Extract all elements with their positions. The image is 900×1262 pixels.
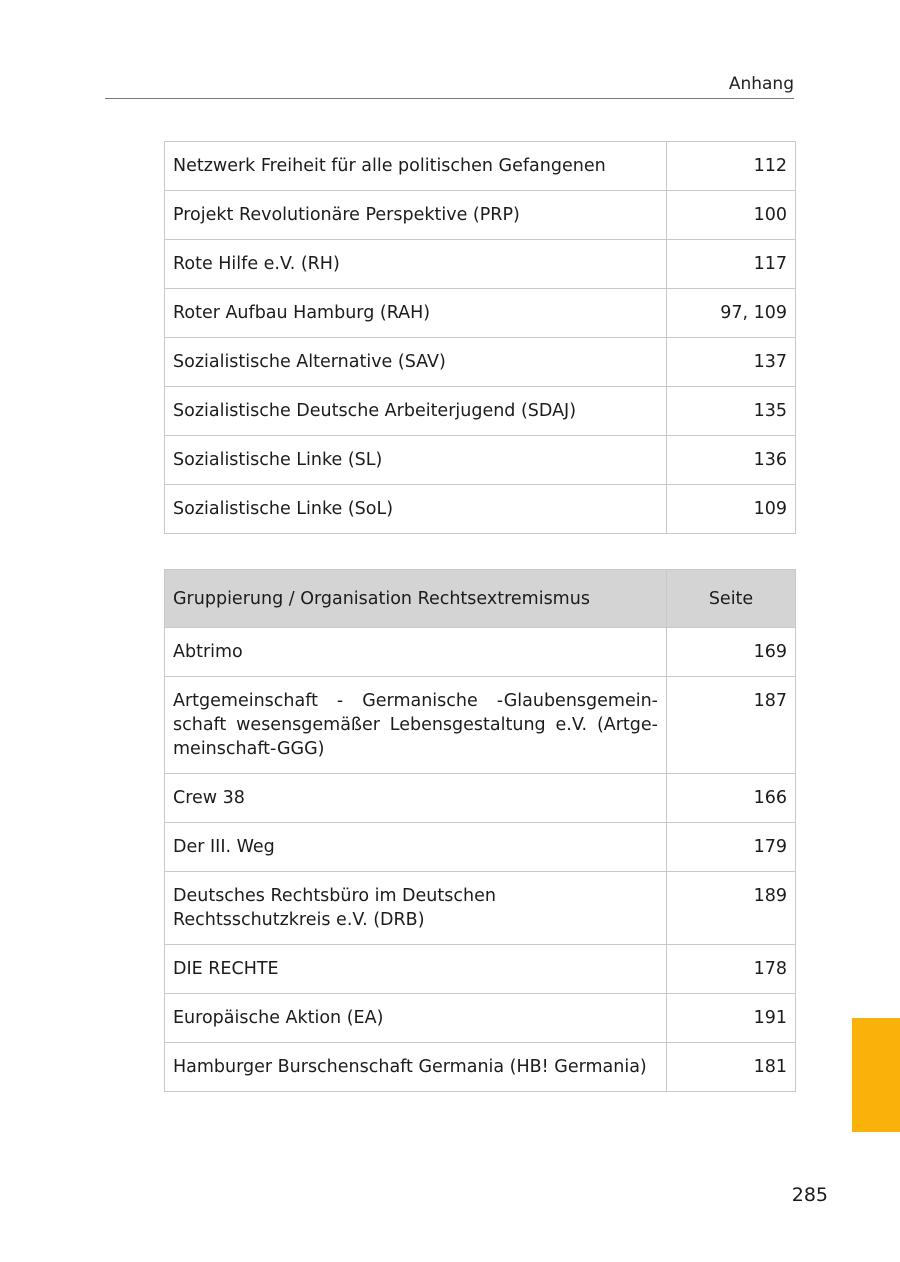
organization-name: Projekt Revolutionäre Perspektive (PRP) (165, 191, 667, 240)
table-row (165, 338, 796, 387)
page-reference: 117 (667, 240, 796, 289)
page-reference: 181 (667, 1043, 796, 1092)
page-reference: 178 (667, 945, 796, 994)
organization-name: Sozialistische Alternative (SAV) (165, 338, 667, 387)
page-reference: 179 (667, 823, 796, 872)
table-row (165, 823, 796, 872)
column-header-page: Seite (667, 570, 796, 628)
page-reference: 97, 109 (667, 289, 796, 338)
organization-name: DIE RECHTE (165, 945, 667, 994)
page-reference: 137 (667, 338, 796, 387)
table-header-row (165, 570, 796, 628)
page-reference: 166 (667, 774, 796, 823)
table-row (165, 1043, 796, 1092)
page-reference: 187 (667, 677, 796, 774)
page-reference: 112 (667, 142, 796, 191)
page-reference: 136 (667, 436, 796, 485)
column-header-organization: Gruppierung / Organisation Rechtsextremismus (165, 570, 667, 628)
organization-name: Deutsches Rechtsbüro im Deutschen Rechtsschutzkreis e.V. (DRB) (165, 872, 667, 945)
table-row (165, 945, 796, 994)
organization-index-table-right-extremism (164, 569, 796, 1092)
chapter-tab-marker (852, 1018, 900, 1132)
organization-name: Netzwerk Freiheit für alle politischen Gefangenen (165, 142, 667, 191)
organization-index-table-left (164, 141, 796, 534)
table-row (165, 994, 796, 1043)
organization-name: Sozialistische Linke (SL) (165, 436, 667, 485)
organization-name: Sozialistische Deutsche Arbeiterjugend (SDAJ) (165, 387, 667, 436)
table-row (165, 485, 796, 534)
page-reference: 135 (667, 387, 796, 436)
organization-name: Rote Hilfe e.V. (RH) (165, 240, 667, 289)
organization-name: Roter Aufbau Hamburg (RAH) (165, 289, 667, 338)
table-row (165, 289, 796, 338)
page-reference: 169 (667, 628, 796, 677)
table-row (165, 774, 796, 823)
table-row (165, 436, 796, 485)
table-row (165, 387, 796, 436)
page-number: 285 (791, 1184, 828, 1206)
table-row (165, 240, 796, 289)
page-reference: 109 (667, 485, 796, 534)
organization-name: Crew 38 (165, 774, 667, 823)
table-row (165, 628, 796, 677)
page-reference: 189 (667, 872, 796, 945)
organization-name: Abtrimo (165, 628, 667, 677)
organization-name: Sozialistische Linke (SoL) (165, 485, 667, 534)
organization-name: Europäische Aktion (EA) (165, 994, 667, 1043)
page-reference: 191 (667, 994, 796, 1043)
running-head: Anhang (728, 74, 794, 94)
organization-name: Artgemeinschaft - Germanische -Glaubensgemein-schaft wesensgemäßer Lebensgestaltung e.V. (Artge-meinschaft-GGG) (165, 677, 667, 774)
page-reference: 100 (667, 191, 796, 240)
table-row (165, 191, 796, 240)
table-row (165, 677, 796, 774)
organization-name: Hamburger Burschenschaft Germania (HB! Germania) (165, 1043, 667, 1092)
header-rule (105, 98, 794, 99)
organization-name: Der III. Weg (165, 823, 667, 872)
table-row (165, 872, 796, 945)
table-row (165, 142, 796, 191)
